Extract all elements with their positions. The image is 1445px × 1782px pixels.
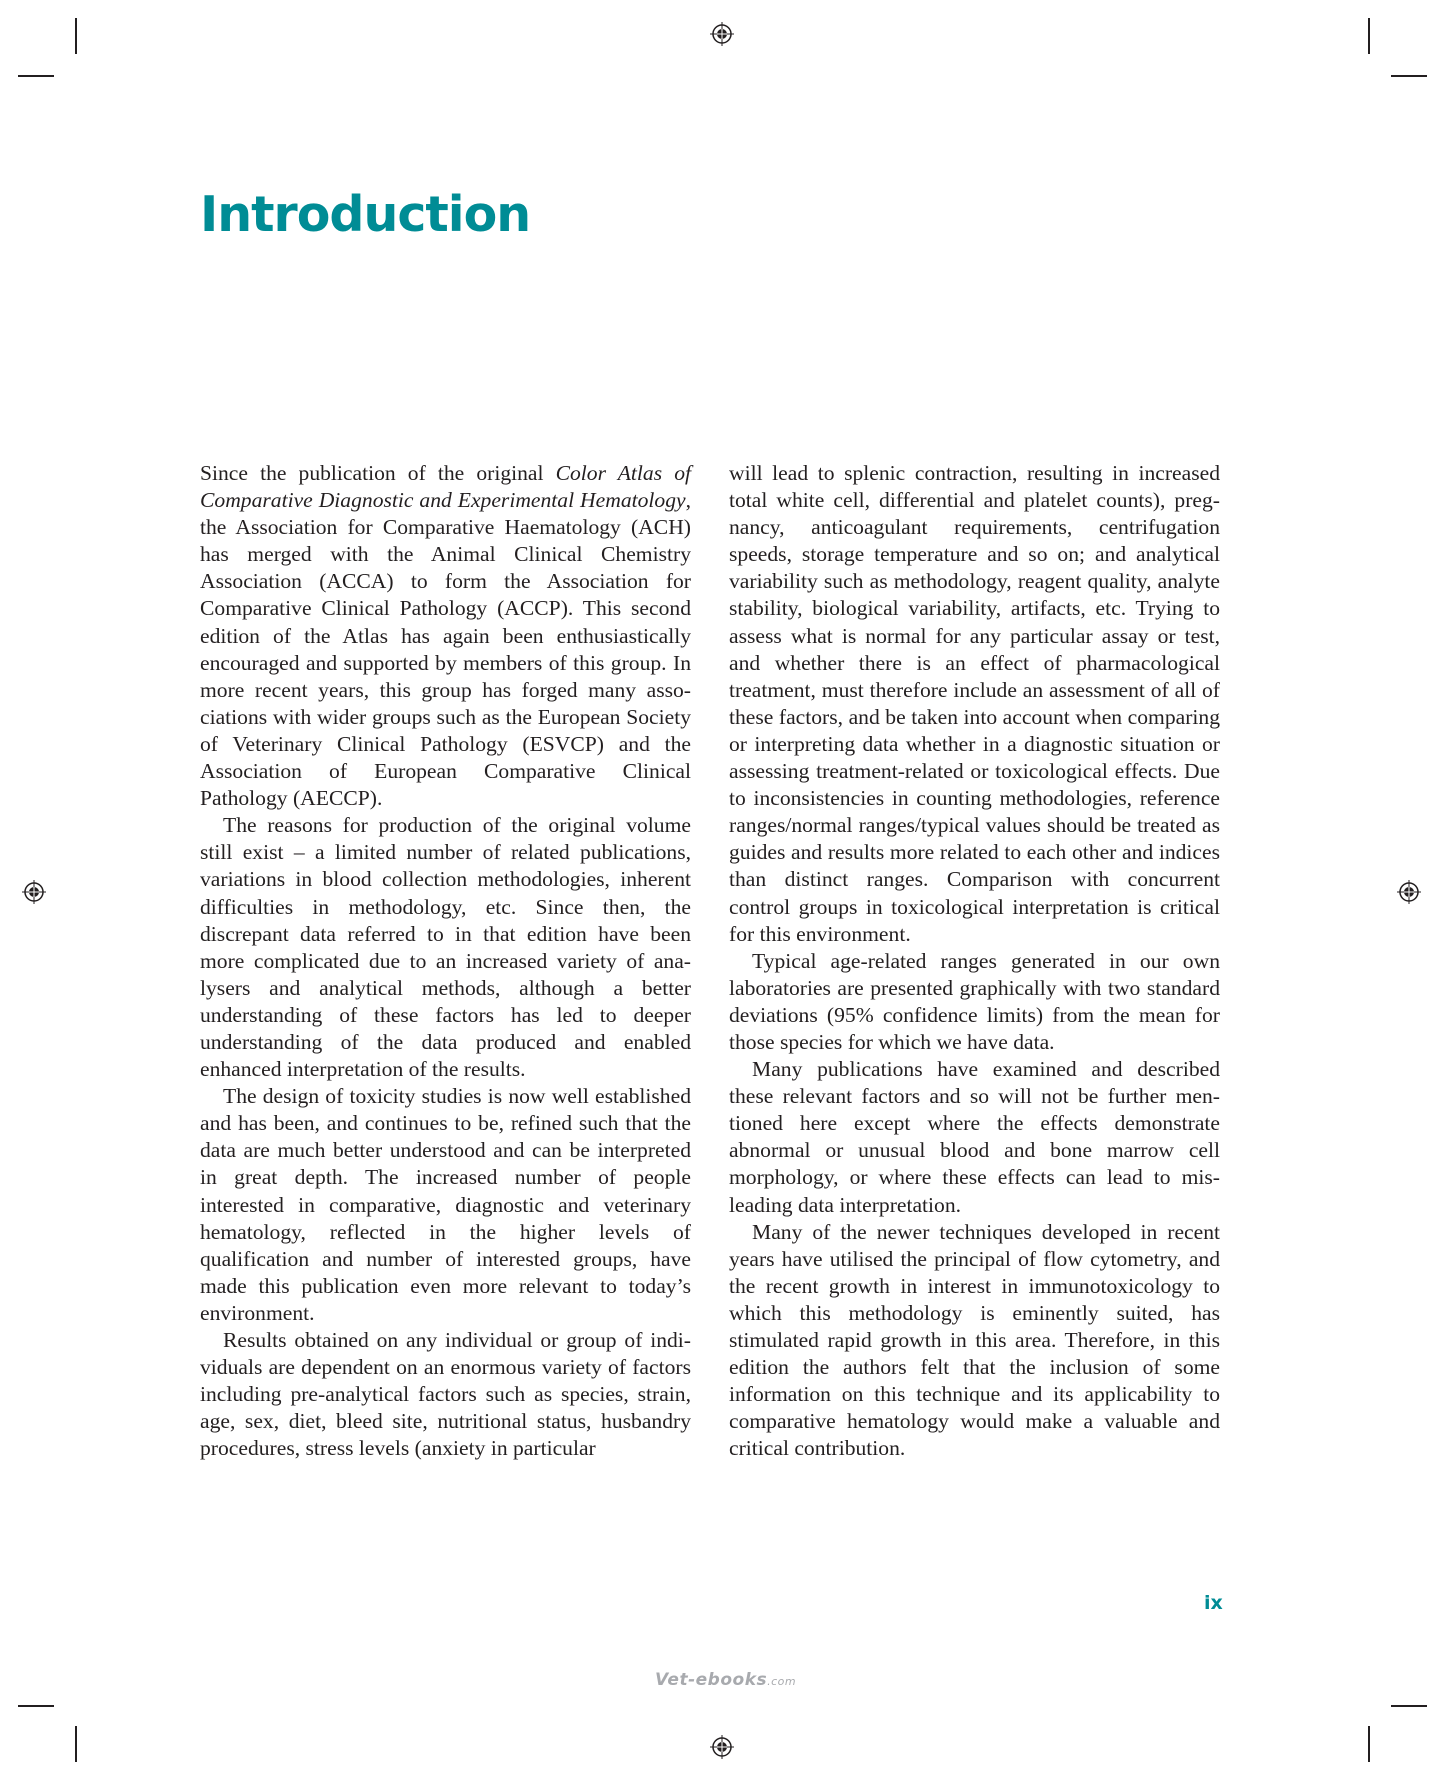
right-paragraph-2: Typical age-related ranges generated in our own laboratories are presented graphically with two standard deviations (95% confidence limits) from the mean for those species for which we have data. <box>729 948 1220 1054</box>
left-paragraph-1-rest: , the Association for Comparative Haematology (ACH) has merged with the Animal Clinical Chemistry Association (ACCA) to form the Association for Comparative Clinical Pathology (ACCP). This second edition of the Atlas has again been enthusiastically encouraged and supported by members of this group. In more recent years, this group has forged many associations with wider groups such as the European Society of Veterinary Clinical Pathology (ESVCP) and the Association of European Comparative Clinical Pathology (AECCP). <box>200 488 691 811</box>
left-paragraph-1-lead: Since the publication of the original <box>200 461 556 485</box>
crop-mark-top-right <box>1368 18 1370 54</box>
book-title-italic: Color Atlas of Comparative Diagnostic and Experimental Hematology <box>200 461 691 513</box>
right-paragraph-3: Many publications have examined and described these relevant factors and so will not be further mentioned here except where the effects demonstrate abnormal or unusual blood and bone marrow cell morphology, or where these effects can lead to misleading data interpretation. <box>729 1057 1220 1217</box>
crop-mark-top-left-h <box>18 75 54 77</box>
registration-mark-bottom-icon <box>710 1735 734 1759</box>
registration-mark-top-icon <box>710 22 734 46</box>
registration-mark-left-icon <box>22 880 46 904</box>
chapter-title: Introduction <box>200 186 531 243</box>
registration-mark-right-icon <box>1397 880 1421 904</box>
left-paragraph-4: Results obtained on any individual or group of individuals are dependent on an enormous variety of factors including pre-analytical factors such as species, strain, age, sex, diet, bleed site, nutritional status, husbandry procedures, stress levels (anxiety in particular <box>200 1328 691 1461</box>
left-paragraph-1 <box>200 460 691 812</box>
right-column <box>729 460 1220 1462</box>
left-paragraph-3: The design of toxicity studies is now well established and has been, and continues to be, refined such that the data are much better understood and can be interpreted in great depth. The increased number of people interested in comparative, diagnostic and veterinary hematology, reflected in the higher levels of qualification and number of interested groups, have made this publication even more relevant to today’s environment. <box>200 1084 691 1325</box>
crop-mark-top-right-h <box>1391 75 1427 77</box>
right-paragraph-4: Many of the newer techniques developed in recent years have utilised the principal of flow cytometry, and the recent growth in interest in immunotoxicology to which this methodology is eminently suited, has stimulated rapid growth in this area. Therefore, in this edition the authors felt that the inclusion of some information on this technique and its applicability to comparative hematology would make a valuable and critical contribution. <box>729 1219 1220 1461</box>
crop-mark-bottom-right-h <box>1391 1705 1427 1707</box>
watermark-domain: .com <box>767 1675 797 1688</box>
crop-mark-top-left <box>75 18 77 54</box>
watermark-brand: Vet-ebooks <box>655 1670 768 1690</box>
page-number: ix <box>1204 1592 1223 1614</box>
right-paragraph-1: will lead to splenic contraction, resulting in increased total white cell, differential and platelet counts), pregnancy, anticoagulant requirements, centrifugation speeds, storage temperature and so on; and analytical variability such as methodology, reagent quality, analyte stability, biological variability, artifacts, etc. Trying to assess what is normal for any particular assay or test, and whether there is an effect of pharmacological treatment, must therefore include an assessment of all of these factors, and be taken into account when comparing or interpreting data whether in a diagnostic situation or assessing treatment-related or toxicological effects. Due to inconsistencies in counting methodologies, reference ranges/normal ranges/typical values should be treated as guides and results more related to each other and indices than distinct ranges. Comparison with concurrent control groups in toxicological interpretation is critical for this environment. <box>729 461 1220 946</box>
crop-mark-bottom-right <box>1368 1726 1370 1762</box>
watermark-logo <box>655 1670 796 1690</box>
crop-mark-bottom-left-h <box>18 1705 54 1707</box>
crop-mark-bottom-left <box>75 1726 77 1762</box>
left-paragraph-2: The reasons for production of the original volume still exist – a limited number of related publications, variations in blood collection methodologies, inherent difficulties in methodology, etc. Since then, the discrepant data referred to in that edition have been more complicated due to an increased variety of analysers and analytical methods, although a better understanding of these factors has led to deeper understanding of the data produced and enabled enhanced interpretation of the results. <box>200 813 691 1082</box>
left-column <box>200 460 691 1462</box>
